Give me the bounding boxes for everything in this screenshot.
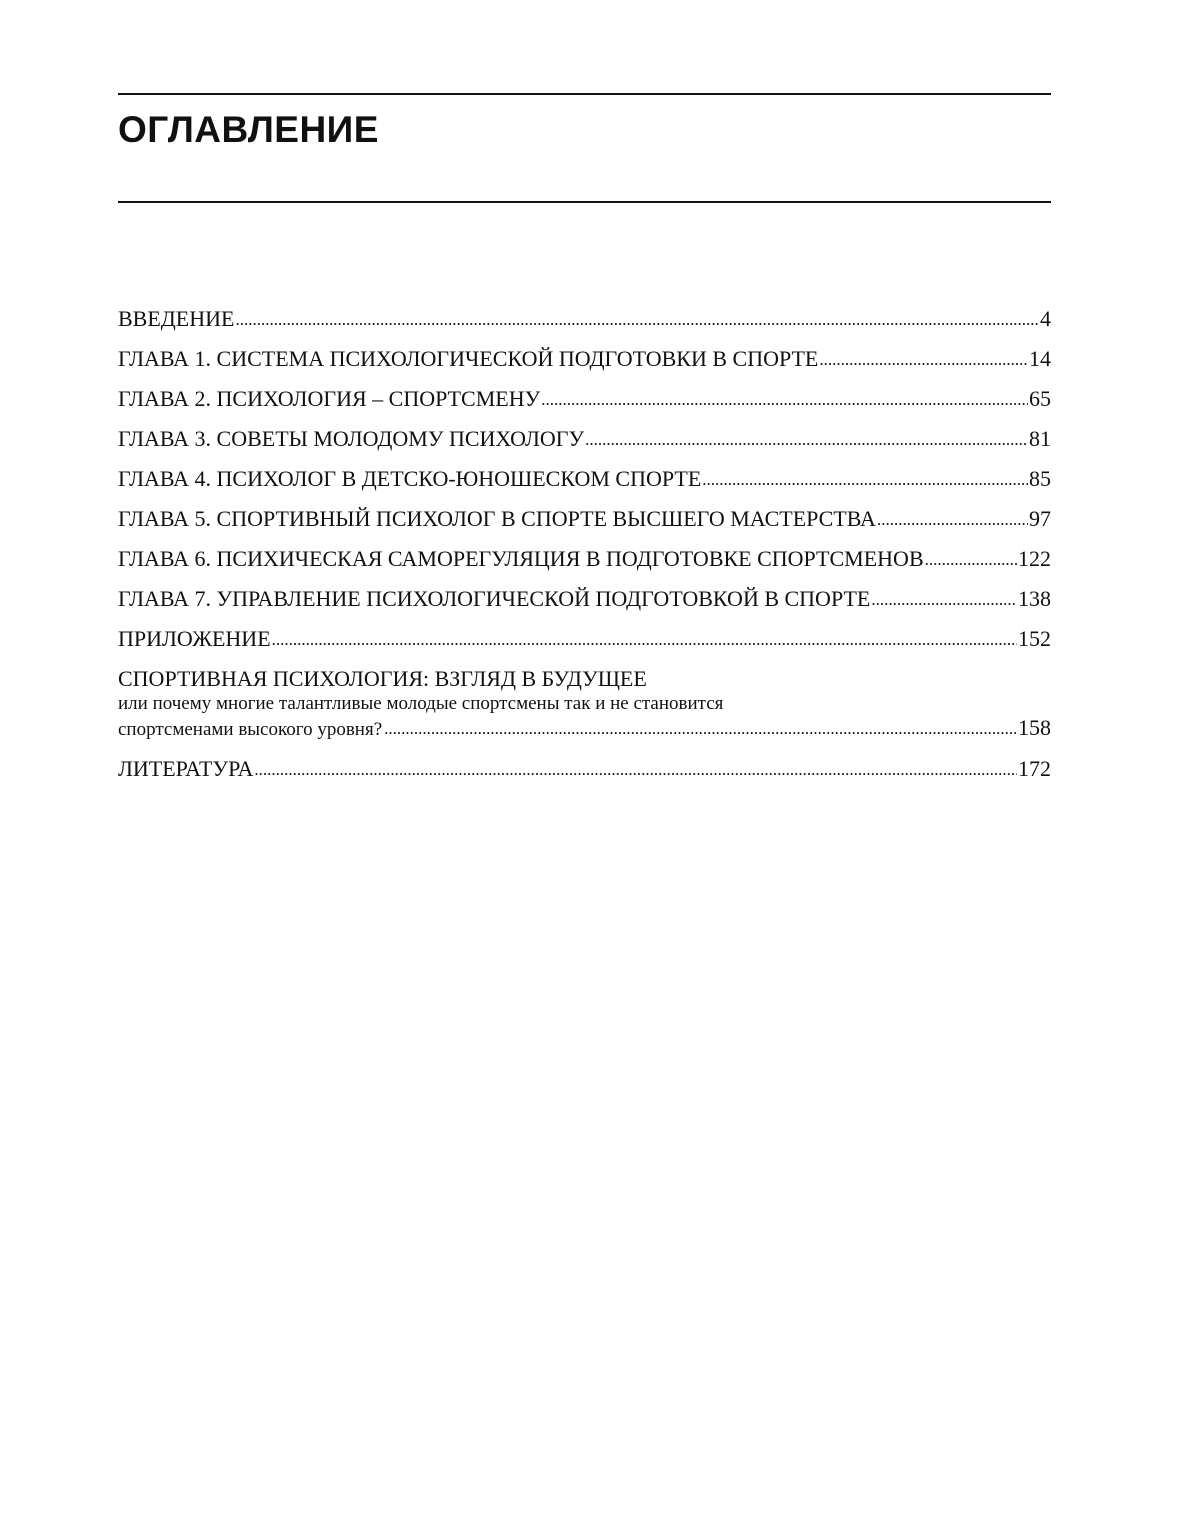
dot-leader bbox=[541, 385, 1028, 413]
dot-leader bbox=[702, 465, 1028, 493]
dot-leader bbox=[254, 755, 1017, 783]
toc-entry-label: ГЛАВА 6. ПСИХИЧЕСКАЯ САМОРЕГУЛЯЦИЯ В ПОДГОТОВКЕ СПОРТСМЕНОВ bbox=[118, 546, 924, 571]
toc-entry-page: 172 bbox=[1018, 756, 1051, 781]
page-title: ОГЛАВЛЕНИЕ bbox=[118, 109, 379, 150]
toc-entry-page: 97 bbox=[1029, 506, 1051, 531]
toc-entry-page: 152 bbox=[1018, 626, 1051, 651]
toc-page bbox=[118, 0, 1051, 1536]
bottom-rule bbox=[118, 201, 1051, 203]
top-rule bbox=[118, 93, 1051, 95]
dot-leader bbox=[235, 305, 1039, 333]
toc-entry-chapter-1[interactable] bbox=[118, 346, 1051, 372]
toc-entry-label: ЛИТЕРАТУРА bbox=[118, 756, 254, 781]
toc-entry-chapter-5[interactable] bbox=[118, 506, 1051, 532]
toc-entry-page: 4 bbox=[1040, 306, 1051, 331]
table-of-contents bbox=[118, 306, 1051, 796]
toc-entry-chapter-7[interactable] bbox=[118, 586, 1051, 612]
toc-entry-future-subtitle: или почему многие талантливые молодые спортсмены так и не становится bbox=[118, 693, 724, 714]
toc-entry-future[interactable] bbox=[118, 666, 1051, 742]
toc-entry-chapter-4[interactable] bbox=[118, 466, 1051, 492]
toc-entry-appendix[interactable] bbox=[118, 626, 1051, 652]
toc-entry-page: 122 bbox=[1018, 546, 1051, 571]
toc-entry-label: ПРИЛОЖЕНИЕ bbox=[118, 626, 271, 651]
toc-entry-page: 158 bbox=[1018, 715, 1051, 740]
toc-entry-introduction[interactable] bbox=[118, 306, 1051, 332]
toc-entry-page: 65 bbox=[1029, 386, 1051, 411]
dot-leader bbox=[877, 505, 1028, 533]
toc-entry-page: 138 bbox=[1018, 586, 1051, 611]
toc-entry-page: 81 bbox=[1029, 426, 1051, 451]
toc-entry-label: ГЛАВА 4. ПСИХОЛОГ В ДЕТСКО-ЮНОШЕСКОМ СПОРТЕ bbox=[118, 466, 702, 491]
dot-leader bbox=[585, 425, 1028, 453]
toc-entry-label: ГЛАВА 5. СПОРТИВНЫЙ ПСИХОЛОГ В СПОРТЕ ВЫСШЕГО МАСТЕРСТВА bbox=[118, 506, 876, 531]
toc-entry-chapter-3[interactable] bbox=[118, 426, 1051, 452]
toc-entry-label: ГЛАВА 7. УПРАВЛЕНИЕ ПСИХОЛОГИЧЕСКОЙ ПОДГОТОВКОЙ В СПОРТЕ bbox=[118, 586, 871, 611]
toc-entry-chapter-6[interactable] bbox=[118, 546, 1051, 572]
toc-entry-page: 85 bbox=[1029, 466, 1051, 491]
toc-entry-literature[interactable] bbox=[118, 756, 1051, 782]
toc-entry-future-last-line bbox=[118, 716, 1051, 742]
toc-entry-chapter-2[interactable] bbox=[118, 386, 1051, 412]
toc-entry-label: ВВЕДЕНИЕ bbox=[118, 306, 235, 331]
dot-leader bbox=[871, 585, 1017, 613]
dot-leader bbox=[819, 345, 1028, 373]
toc-entry-label: ГЛАВА 3. СОВЕТЫ МОЛОДОМУ ПСИХОЛОГУ bbox=[118, 426, 585, 451]
toc-entry-label: ГЛАВА 2. ПСИХОЛОГИЯ – СПОРТСМЕНУ bbox=[118, 386, 541, 411]
toc-entry-future-title: СПОРТИВНАЯ ПСИХОЛОГИЯ: ВЗГЛЯД В БУДУЩЕЕ bbox=[118, 666, 647, 691]
toc-entry-page: 14 bbox=[1029, 346, 1051, 371]
dot-leader bbox=[384, 717, 1016, 741]
toc-entry-label: ГЛАВА 1. СИСТЕМА ПСИХОЛОГИЧЕСКОЙ ПОДГОТОВКИ В СПОРТЕ bbox=[118, 346, 819, 371]
toc-entry-future-subtitle-end: спортсменами высокого уровня? bbox=[118, 719, 383, 740]
dot-leader bbox=[272, 625, 1017, 653]
dot-leader bbox=[925, 545, 1017, 573]
